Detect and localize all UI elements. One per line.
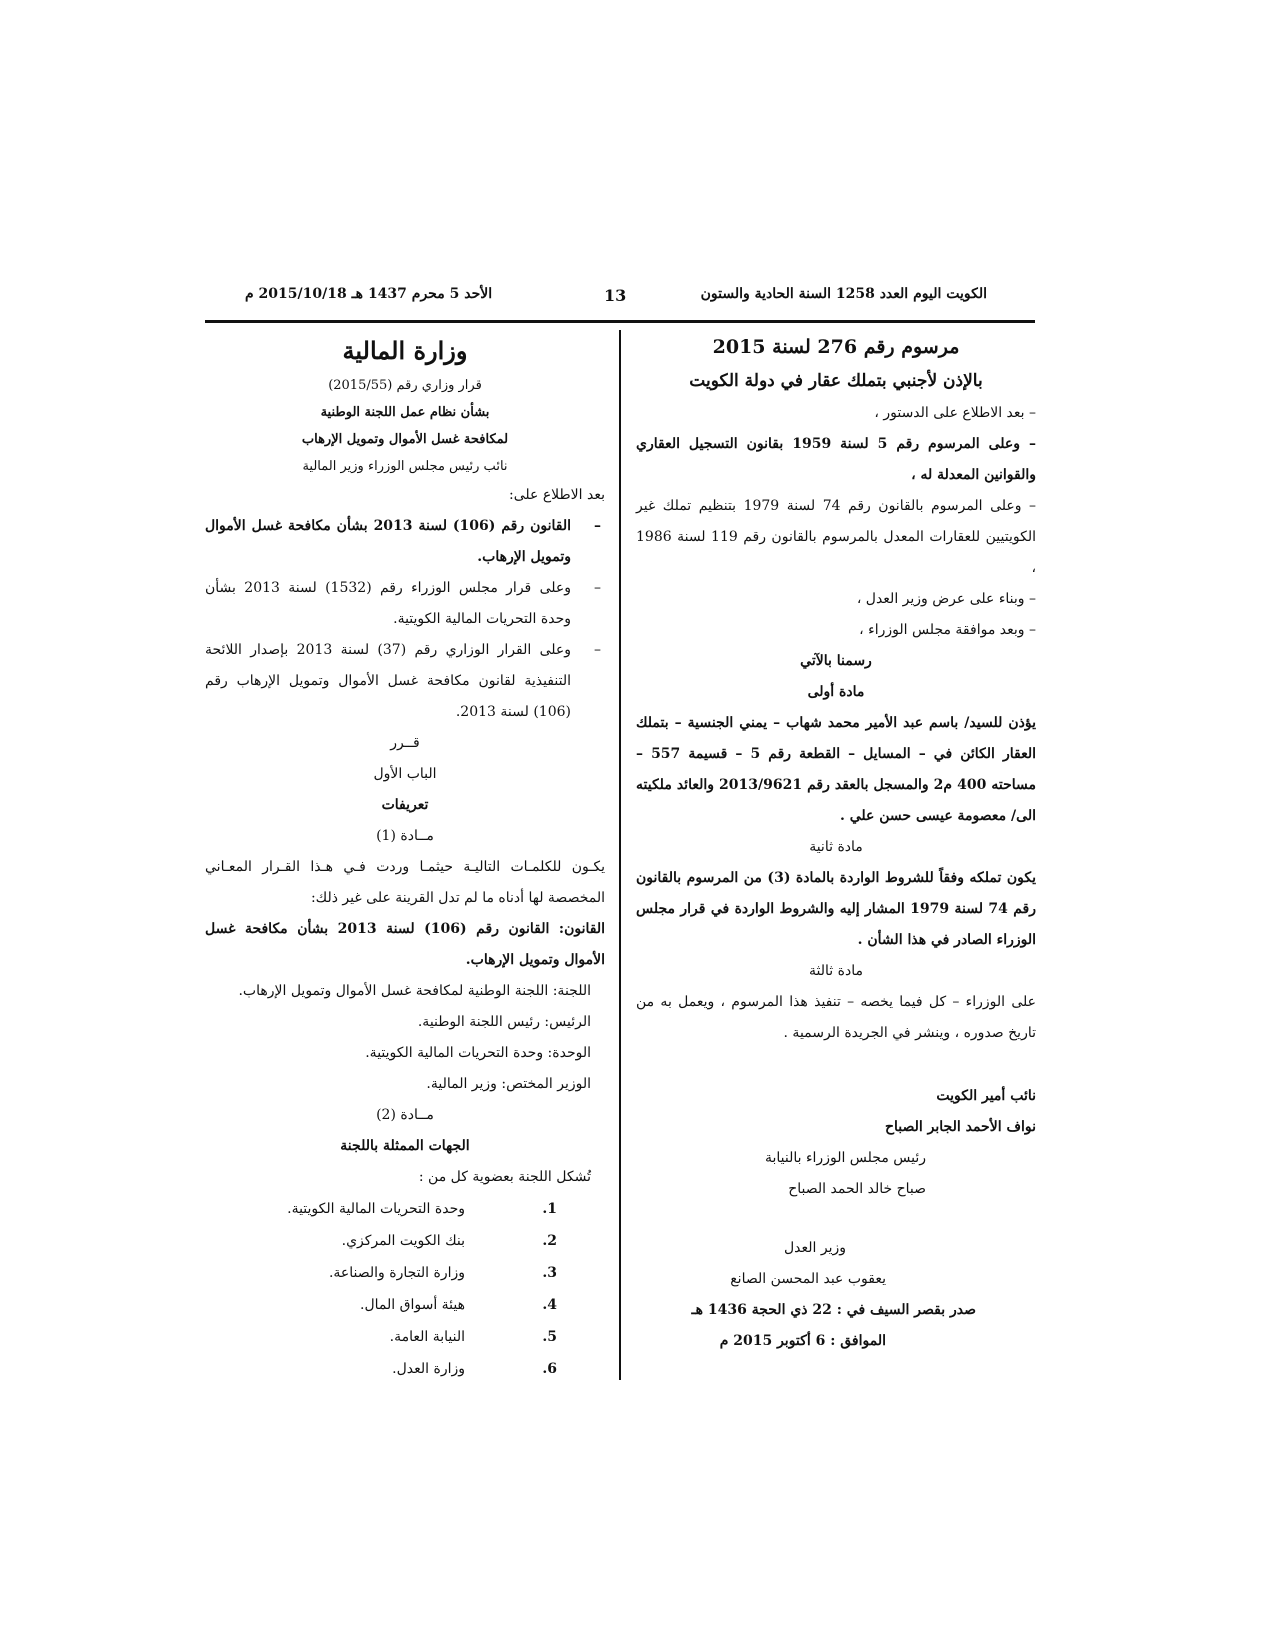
signatory-name: يعقوب عبد المحسن الصانع (730, 1271, 886, 1287)
article-text: يؤذن للسيد/ باسم عبد الأمير محمد شهاب – يمني الجنسية – بتملك العقار الكائن في – المسايل – القطعة رقم 5 – قسيمة 557 – مساحته 400 م2 والمسجل بالعقد رقم 2013/9621 والعائد ملكيته الى/ معصومة عيسى حسن علي . (636, 715, 1036, 824)
signatory-title: رئيس مجلس الوزراء بالنيابة (764, 1150, 926, 1166)
signatory-name: نواف الأحمد الجابر الصباح (884, 1119, 1036, 1135)
section-heading: تعريفات (381, 797, 429, 813)
column-divider (619, 330, 621, 1380)
ministry-title: وزارة المالية (342, 336, 468, 365)
signatory-name: صباح خالد الحمد الصباح (788, 1181, 926, 1197)
definition: القانون: القانون رقم (106) لسنة 2013 بشأن مكافحة غسل الأموال وتمويل الإرهاب. (205, 921, 605, 968)
review-item: – وعلى قرار مجلس الوزراء رقم (1532) لسنة 2013 بشأن وحدة التحريات المالية الكويتية. (205, 573, 605, 635)
article-text: يكون تملكه وفقاً للشروط الواردة بالمادة (3) من المرسوم بالقانون رقم 74 لسنة 1979 المشار إليه والشروط الواردة في قرار مجلس الوزراء الصادر في هذا الشأن . (636, 870, 1036, 948)
preamble-item: – وبناء على عرض وزير العدل ، (856, 591, 1036, 607)
preamble-item: – بعد الاطلاع على الدستور ، (874, 405, 1036, 421)
signatory-title: نائب أمير الكويت (936, 1088, 1036, 1104)
list-item: 5. النيابة العامة. (389, 1329, 557, 1345)
decreed-heading: رسمنا بالآتي (800, 653, 872, 669)
corresponding-date: الموافق : 6 أكتوبر 2015 م (719, 1333, 886, 1349)
list-item: 3. وزارة التجارة والصناعة. (328, 1265, 557, 1281)
article-heading: مادة أولى (807, 684, 865, 700)
list-item: 4. هيئة أسواق المال. (360, 1297, 557, 1313)
resolution-column (205, 330, 605, 1385)
article-text: على الوزراء – كل فيما يخصه – تنفيذ هذا المرسوم ، ويعمل به من تاريخ صدوره ، وينشر في الجريدة الرسمية . (636, 994, 1036, 1041)
article-text: يكـون للكلمـات التاليـة حيثمـا وردت فـي هـذا القـرار المعـاني المخصصة لها أدناه ما لم تدل القرينة على غير ذلك: (205, 859, 605, 906)
header-rule (205, 320, 1035, 323)
preamble-item: – وبعد موافقة مجلس الوزراء ، (859, 622, 1036, 638)
definition: الرئيس: رئيس اللجنة الوطنية. (417, 1014, 591, 1030)
article-heading: مــادة (1) (376, 828, 434, 844)
decided-heading: قــرر (390, 735, 420, 751)
page-number: 13 (604, 286, 627, 305)
review-item: – القانون رقم (106) لسنة 2013 بشأن مكافحة غسل الأموال وتمويل الإرهاب. (205, 511, 605, 573)
resolution-subject: لمكافحة غسل الأموال وتمويل الإرهاب (301, 432, 509, 447)
article-heading: مــادة (2) (376, 1107, 434, 1123)
list-item: 6. وزارة العدل. (392, 1361, 557, 1377)
dash-marker: – (594, 642, 601, 658)
committee-intro: تُشكل اللجنة بعضوية كل من : (418, 1169, 591, 1185)
members-list (205, 1193, 605, 1385)
signatory-title: وزير العدل (783, 1240, 846, 1256)
issuer: نائب رئيس مجلس الوزراء وزير المالية (302, 459, 508, 474)
dash-marker: – (594, 580, 601, 596)
chapter-heading: الباب الأول (373, 766, 437, 782)
decree-column (636, 330, 1036, 1357)
definition: الوحدة: وحدة التحريات المالية الكويتية. (365, 1045, 591, 1061)
definition: الوزير المختص: وزير المالية. (426, 1076, 591, 1092)
decree-title: مرسوم رقم 276 لسنة 2015 (712, 336, 960, 358)
dash-marker: – (594, 518, 601, 534)
article-title: الجهات الممثلة باللجنة (340, 1138, 470, 1154)
review-item: – وعلى القرار الوزاري رقم (37) لسنة 2013 بإصدار اللائحة التنفيذية لقانون مكافحة غسل الأموال وتمويل الإرهاب رقم (106) لسنة 2013. (205, 635, 605, 728)
preamble-item: – وعلى المرسوم رقم 5 لسنة 1959 بقانون التسجيل العقاري والقوانين المعدلة له ، (636, 436, 1036, 483)
preamble-item: – وعلى المرسوم بالقانون رقم 74 لسنة 1979 بتنظيم تملك غير الكويتيين للعقارات المعدل بالمرسوم بالقانون رقم 119 لسنة 1986 ، (636, 498, 1036, 576)
review-intro: بعد الاطلاع على: (509, 487, 605, 503)
header-publication: الكويت اليوم العدد 1258 السنة الحادية والستون (700, 286, 987, 302)
list-item: 1. وحدة التحريات المالية الكويتية. (287, 1201, 557, 1217)
list-item: 2. بنك الكويت المركزي. (341, 1233, 557, 1249)
definition: اللجنة: اللجنة الوطنية لمكافحة غسل الأموال وتمويل الإرهاب. (238, 983, 591, 999)
header-date: الأحد 5 محرم 1437 هـ 2015/10/18 م (245, 286, 493, 302)
decree-subject: بالإذن لأجنبي بتملك عقار في دولة الكويت (689, 371, 983, 391)
issue-date: صدر بقصر السيف في : 22 ذي الحجة 1436 هـ (691, 1302, 976, 1318)
resolution-number: قرار وزاري رقم (2015/55) (328, 378, 482, 393)
resolution-subject: بشأن نظام عمل اللجنة الوطنية (320, 405, 490, 420)
article-heading: مادة ثانية (809, 839, 863, 855)
article-heading: مادة ثالثة (809, 963, 863, 979)
